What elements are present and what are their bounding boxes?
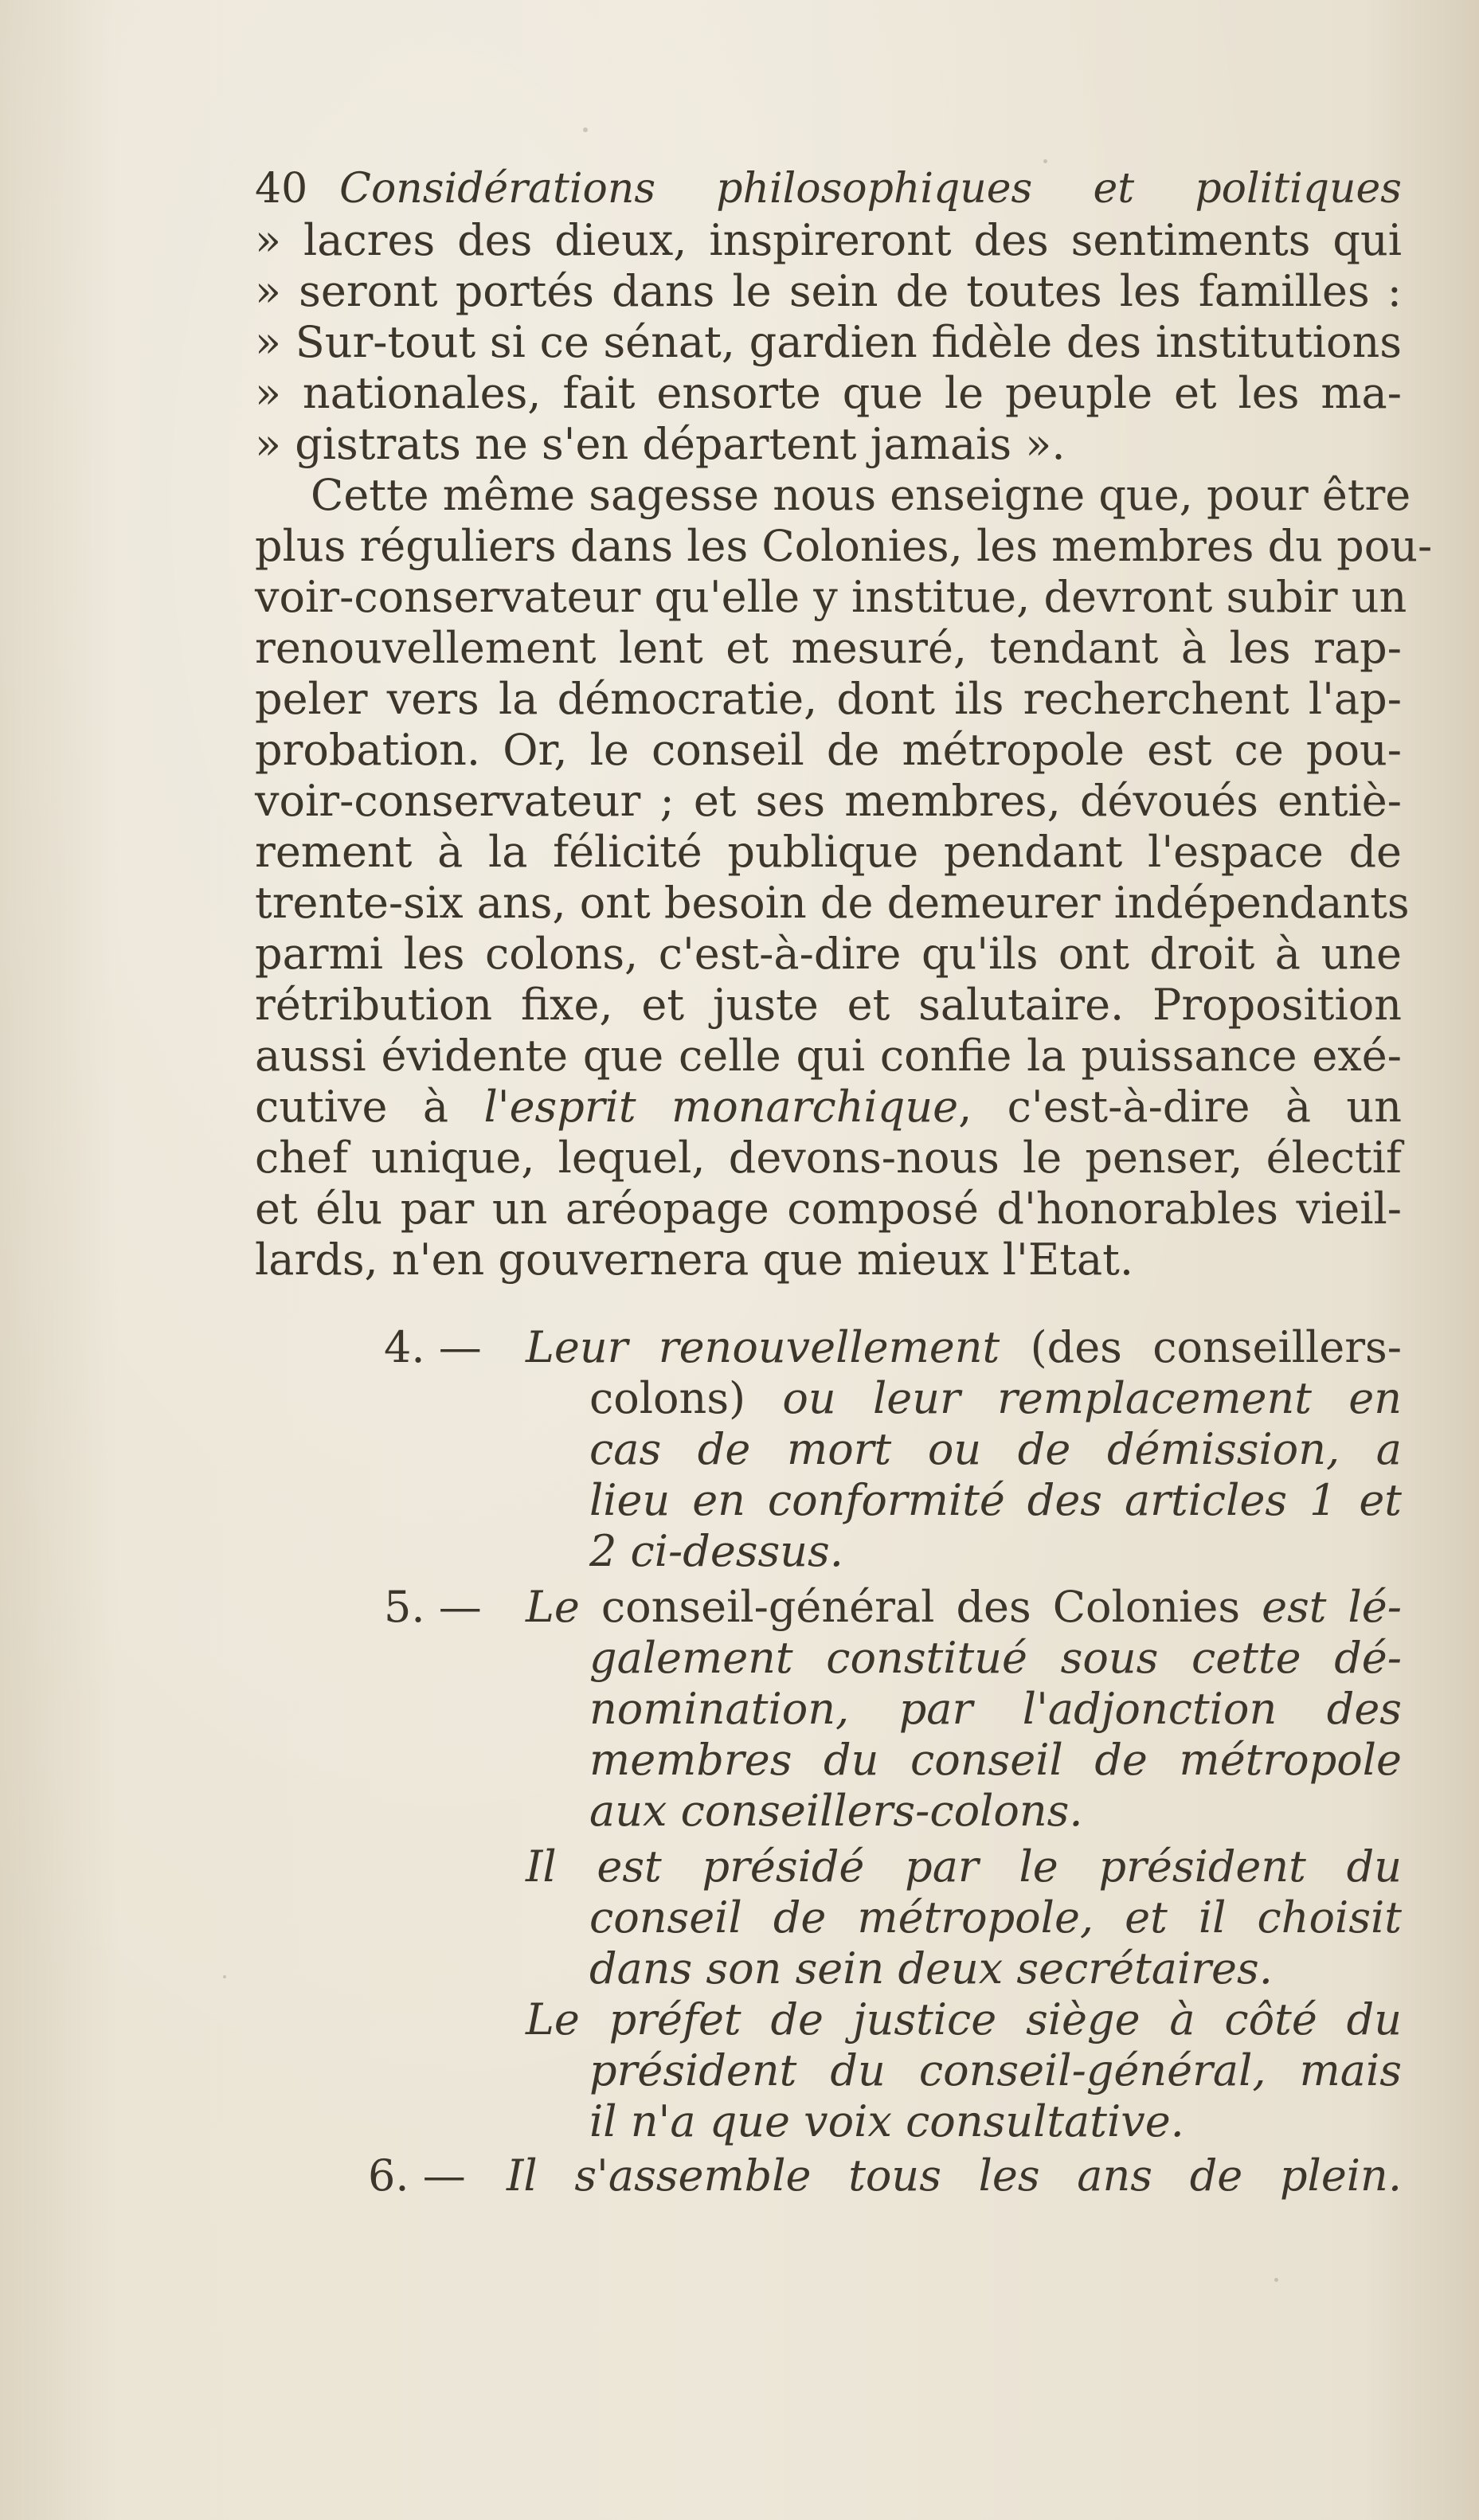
paper-speck [223,1975,226,1978]
article-number: 5. — [384,1582,482,1632]
page-number: 40 [255,165,308,213]
paragraph-line: Cette même sagesse nous enseigne que, pour être [311,470,1411,520]
paragraph-line: trente-six ans, ont besoin de demeurer indépendants [255,878,1410,928]
article-line: nomination, par l'adjonction des [589,1684,1402,1734]
article-line: Leur renouvellement (des conseillers- [526,1322,1402,1372]
article-line: Il s'assemble tous les ans de plein. [507,2150,1402,2201]
paragraph-line: rement à la félicité publique pendant l'espace de [255,827,1402,877]
paper-speck [1274,2278,1278,2282]
article-line: président du conseil-général, mais [589,2045,1402,2095]
article-line: Le préfet de justice siège à côté du [526,1994,1402,2045]
article-line: galement constitué sous cette dé- [589,1633,1402,1683]
italic-phrase: l'esprit monarchique [483,1082,959,1132]
paragraph-line: voir-conservateur ; et ses membres, dévoués entiè- [255,776,1402,826]
quote-line: » Sur-tout si ce sénat, gardien fidèle des institutions [255,317,1402,367]
article-line: colons) ou leur remplacement en [589,1373,1403,1423]
article-line: il n'a que voix consultative. [589,2096,1184,2146]
article-line: dans son sein deux secrétaires. [589,1943,1273,1994]
article-line: membres du conseil de métropole [589,1735,1402,1785]
article-line: lieu en conformité des articles 1 et [589,1475,1402,1525]
paragraph-line: probation. Or, le conseil de métropole est ce pou- [255,725,1402,775]
article-line: Il est présidé par le président du [526,1841,1402,1892]
paragraph-line: lards, n'en gouvernera que mieux l'Etat. [255,1235,1134,1285]
article-line: Le conseil-général des Colonies est lé- [526,1582,1402,1632]
paragraph-line: aussi évidente que celle qui confie la puissance exé- [255,1031,1402,1081]
paragraph-line: rétribution fixe, et juste et salutaire. Proposition [255,980,1402,1030]
paragraph-line: et élu par un aréopage composé d'honorables vieil- [255,1184,1402,1234]
article-number: 6. — [368,2150,466,2201]
quote-line: » lacres des dieux, inspireront des sentiments qui [255,215,1402,265]
paragraph-line: renouvellement lent et mesuré, tendant à les rap- [255,623,1402,673]
article-line: 2 ci-dessus. [589,1526,843,1576]
article-number: 4. — [384,1322,482,1372]
quote-line: » seront portés dans le sein de toutes les familles : [255,266,1402,316]
article-line: cas de mort ou de démission, a [589,1424,1402,1474]
quote-line: » gistrats ne s'en départent jamais ». [255,419,1066,469]
paragraph-line: peler vers la démocratie, dont ils recherchent l'ap- [255,674,1402,724]
paragraph-line: parmi les colons, c'est-à-dire qu'ils ont droit à une [255,929,1402,979]
paragraph-line: cutive à l'esprit monarchique, c'est-à-dire à un [255,1082,1402,1132]
paper-speck [583,127,588,132]
running-title: Considérations philosophiques et politiques [339,165,1402,213]
article-line: aux conseillers-colons. [589,1786,1083,1836]
paragraph-line: voir-conservateur qu'elle y institue, devront subir un [255,572,1407,622]
quote-line: » nationales, fait ensorte que le peuple et les ma- [255,368,1402,418]
article-line: conseil de métropole, et il choisit [589,1892,1402,1943]
paragraph-line: plus réguliers dans les Colonies, les membres du pou- [255,521,1433,571]
paragraph-line: chef unique, lequel, devons-nous le penser, électif [255,1133,1402,1183]
